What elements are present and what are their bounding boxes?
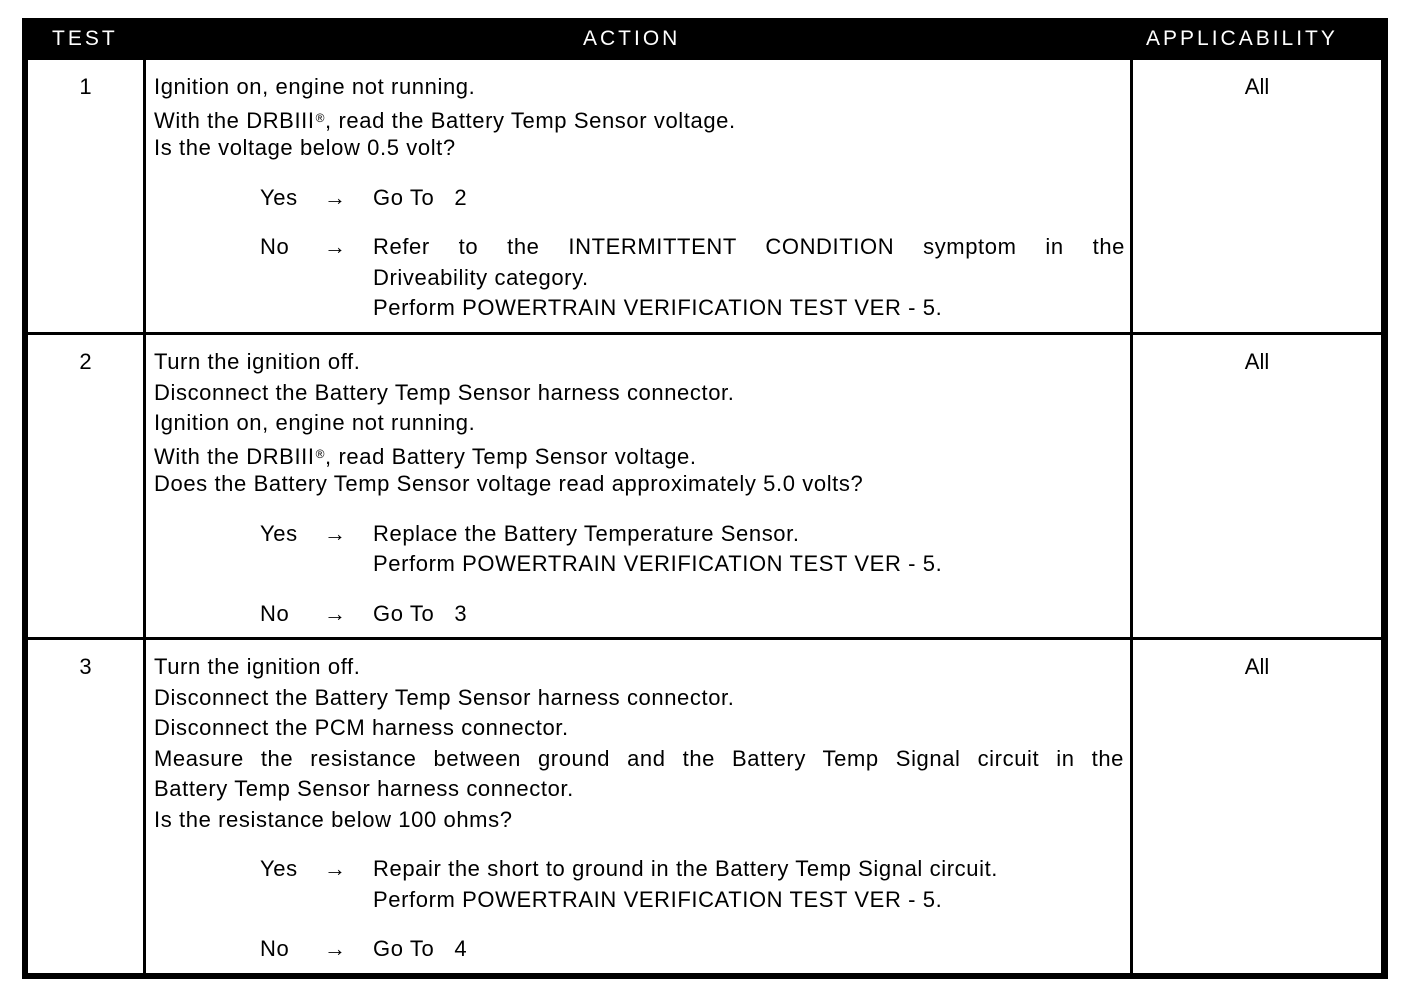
yes-branch [154, 854, 1130, 915]
yes-label: Yes [260, 520, 298, 546]
result-line: Driveability category. [373, 264, 589, 290]
result-line: Perform POWERTRAIN VERIFICATION TEST VER - 5. [373, 886, 943, 912]
result-line: Replace the Battery Temperature Sensor. [373, 520, 800, 546]
registered-mark: ® [315, 446, 326, 461]
action-line: Does the Battery Temp Sensor voltage read approximately 5.0 volts? [154, 471, 864, 496]
action-line: With the DRBIII®, read the Battery Temp Sensor voltage. [154, 107, 736, 133]
no-branch [154, 232, 1130, 324]
yes-result [373, 519, 1130, 580]
right-arrow-icon: → [324, 184, 347, 210]
row-3-test-number: 3 [28, 640, 143, 973]
no-branch [154, 934, 1130, 965]
action-line: Turn the ignition off. [154, 349, 361, 374]
goto-label: Go To [373, 936, 435, 961]
goto-number: 3 [454, 600, 468, 626]
goto-label: Go To [373, 184, 435, 210]
no-result [373, 934, 1130, 965]
yes-label: Yes [260, 856, 298, 881]
table-header [22, 18, 1388, 60]
right-arrow-icon: → [324, 856, 347, 881]
action-line: Measure the resistance between ground and the Battery Temp Signal circuit in the [154, 745, 1124, 771]
registered-mark: ® [315, 110, 326, 125]
no-label: No [260, 600, 290, 626]
result-line: Repair the short to ground in the Battery Temp Signal circuit. [373, 856, 998, 881]
right-arrow-icon: → [324, 936, 347, 961]
yes-result [373, 183, 1130, 214]
goto-number: 4 [454, 936, 468, 961]
action-line: Disconnect the PCM harness connector. [154, 715, 569, 740]
action-line: Is the resistance below 100 ohms? [154, 806, 513, 832]
action-line: Disconnect the Battery Temp Sensor harness connector. [154, 379, 735, 405]
row-3-applicability: All [1133, 640, 1381, 973]
result-line: Perform POWERTRAIN VERIFICATION TEST VER - 5. [373, 295, 943, 320]
action-line: Is the voltage below 0.5 volt? [154, 135, 456, 160]
right-arrow-icon: → [324, 234, 347, 259]
yes-branch [154, 519, 1130, 580]
header-action: ACTION [583, 27, 681, 50]
action-line: With the DRBIII®, read Battery Temp Sensor voltage. [154, 443, 697, 469]
yes-label: Yes [260, 184, 298, 210]
header-test: TEST [52, 27, 118, 50]
no-result [373, 599, 1130, 630]
row-1-action [146, 60, 1130, 332]
row-3-action [146, 640, 1130, 973]
action-line: Ignition on, engine not running. [154, 74, 476, 99]
row-2-test-number: 2 [28, 335, 143, 637]
action-line: Disconnect the Battery Temp Sensor harness connector. [154, 684, 735, 710]
goto-number: 2 [454, 184, 468, 210]
row-2-applicability: All [1133, 335, 1381, 637]
diagnostic-test-table [22, 18, 1388, 979]
result-line: Perform POWERTRAIN VERIFICATION TEST VER - 5. [373, 551, 943, 576]
no-label: No [260, 234, 290, 259]
no-result [373, 232, 1130, 324]
yes-result [373, 854, 1130, 915]
right-arrow-icon: → [324, 520, 347, 546]
action-line: Ignition on, engine not running. [154, 410, 476, 435]
goto-label: Go To [373, 600, 435, 626]
row-1-test-number: 1 [28, 60, 143, 332]
result-line: Refer to the INTERMITTENT CONDITION symptom in the [373, 234, 1125, 259]
no-label: No [260, 936, 290, 961]
no-branch [154, 599, 1130, 630]
row-1-applicability: All [1133, 60, 1381, 332]
action-line: Turn the ignition off. [154, 654, 361, 679]
yes-branch [154, 183, 1130, 214]
row-2-action [146, 335, 1130, 637]
header-applicability: APPLICABILITY [1146, 27, 1338, 50]
action-line: Battery Temp Sensor harness connector. [154, 776, 574, 801]
right-arrow-icon: → [324, 600, 347, 626]
